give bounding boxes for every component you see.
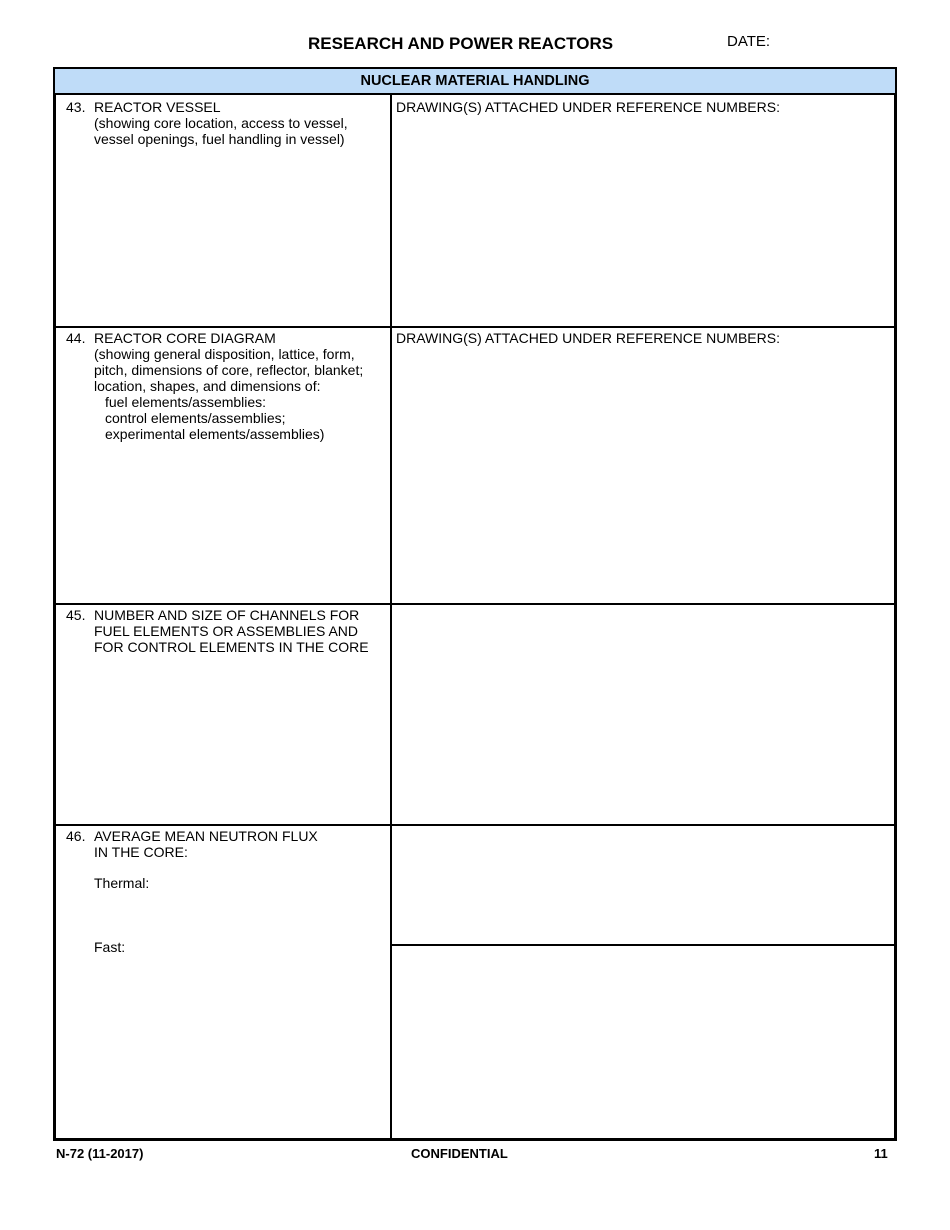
- page-number: 11: [874, 1146, 888, 1161]
- item-description: (showing general disposition, lattice, form,: [94, 346, 355, 362]
- drawing-reference-label: DRAWING(S) ATTACHED UNDER REFERENCE NUMBERS:: [396, 330, 780, 346]
- reactor-vessel-response-field[interactable]: [392, 117, 895, 326]
- fast-label: Fast:: [94, 939, 126, 955]
- item-title: AVERAGE MEAN NEUTRON FLUX: [94, 828, 318, 844]
- channels-response-field[interactable]: [392, 605, 895, 824]
- thermal-label: Thermal:: [94, 875, 150, 891]
- item-title: REACTOR VESSEL: [94, 99, 221, 115]
- item-title: NUMBER AND SIZE OF CHANNELS FOR: [94, 607, 360, 623]
- reactor-core-diagram-response-field[interactable]: [392, 348, 895, 603]
- item-description: vessel openings, fuel handling in vessel): [94, 131, 345, 147]
- item-description: FUEL ELEMENTS OR ASSEMBLIES AND: [94, 623, 359, 639]
- item-description: FOR CONTROL ELEMENTS IN THE CORE: [94, 639, 369, 655]
- thermal-flux-field[interactable]: [392, 826, 895, 944]
- date-label: DATE:: [727, 33, 771, 50]
- item-description: pitch, dimensions of core, reflector, blanket;: [94, 362, 364, 378]
- classification-label: CONFIDENTIAL: [411, 1146, 508, 1161]
- item-number: 44.: [66, 330, 86, 346]
- date-field[interactable]: [776, 33, 876, 51]
- form-id: N-72 (11-2017): [56, 1146, 144, 1161]
- item-number: 45.: [66, 607, 86, 623]
- item-sub-description: fuel elements/assemblies:: [105, 394, 267, 410]
- item-number: 43.: [66, 99, 86, 115]
- item-sub-description: experimental elements/assemblies): [105, 426, 325, 442]
- item-description: location, shapes, and dimensions of:: [94, 378, 321, 394]
- page-title: RESEARCH AND POWER REACTORS: [308, 34, 614, 53]
- item-description: (showing core location, access to vessel,: [94, 115, 348, 131]
- row-divider: [55, 326, 895, 328]
- drawing-reference-label: DRAWING(S) ATTACHED UNDER REFERENCE NUMBERS:: [396, 99, 780, 115]
- item-sub-description: control elements/assemblies;: [105, 410, 286, 426]
- item-description: IN THE CORE:: [94, 844, 188, 860]
- fast-flux-field[interactable]: [392, 946, 895, 1138]
- item-number: 46.: [66, 828, 86, 844]
- section-header: NUCLEAR MATERIAL HANDLING: [55, 69, 895, 95]
- item-title: REACTOR CORE DIAGRAM: [94, 330, 276, 346]
